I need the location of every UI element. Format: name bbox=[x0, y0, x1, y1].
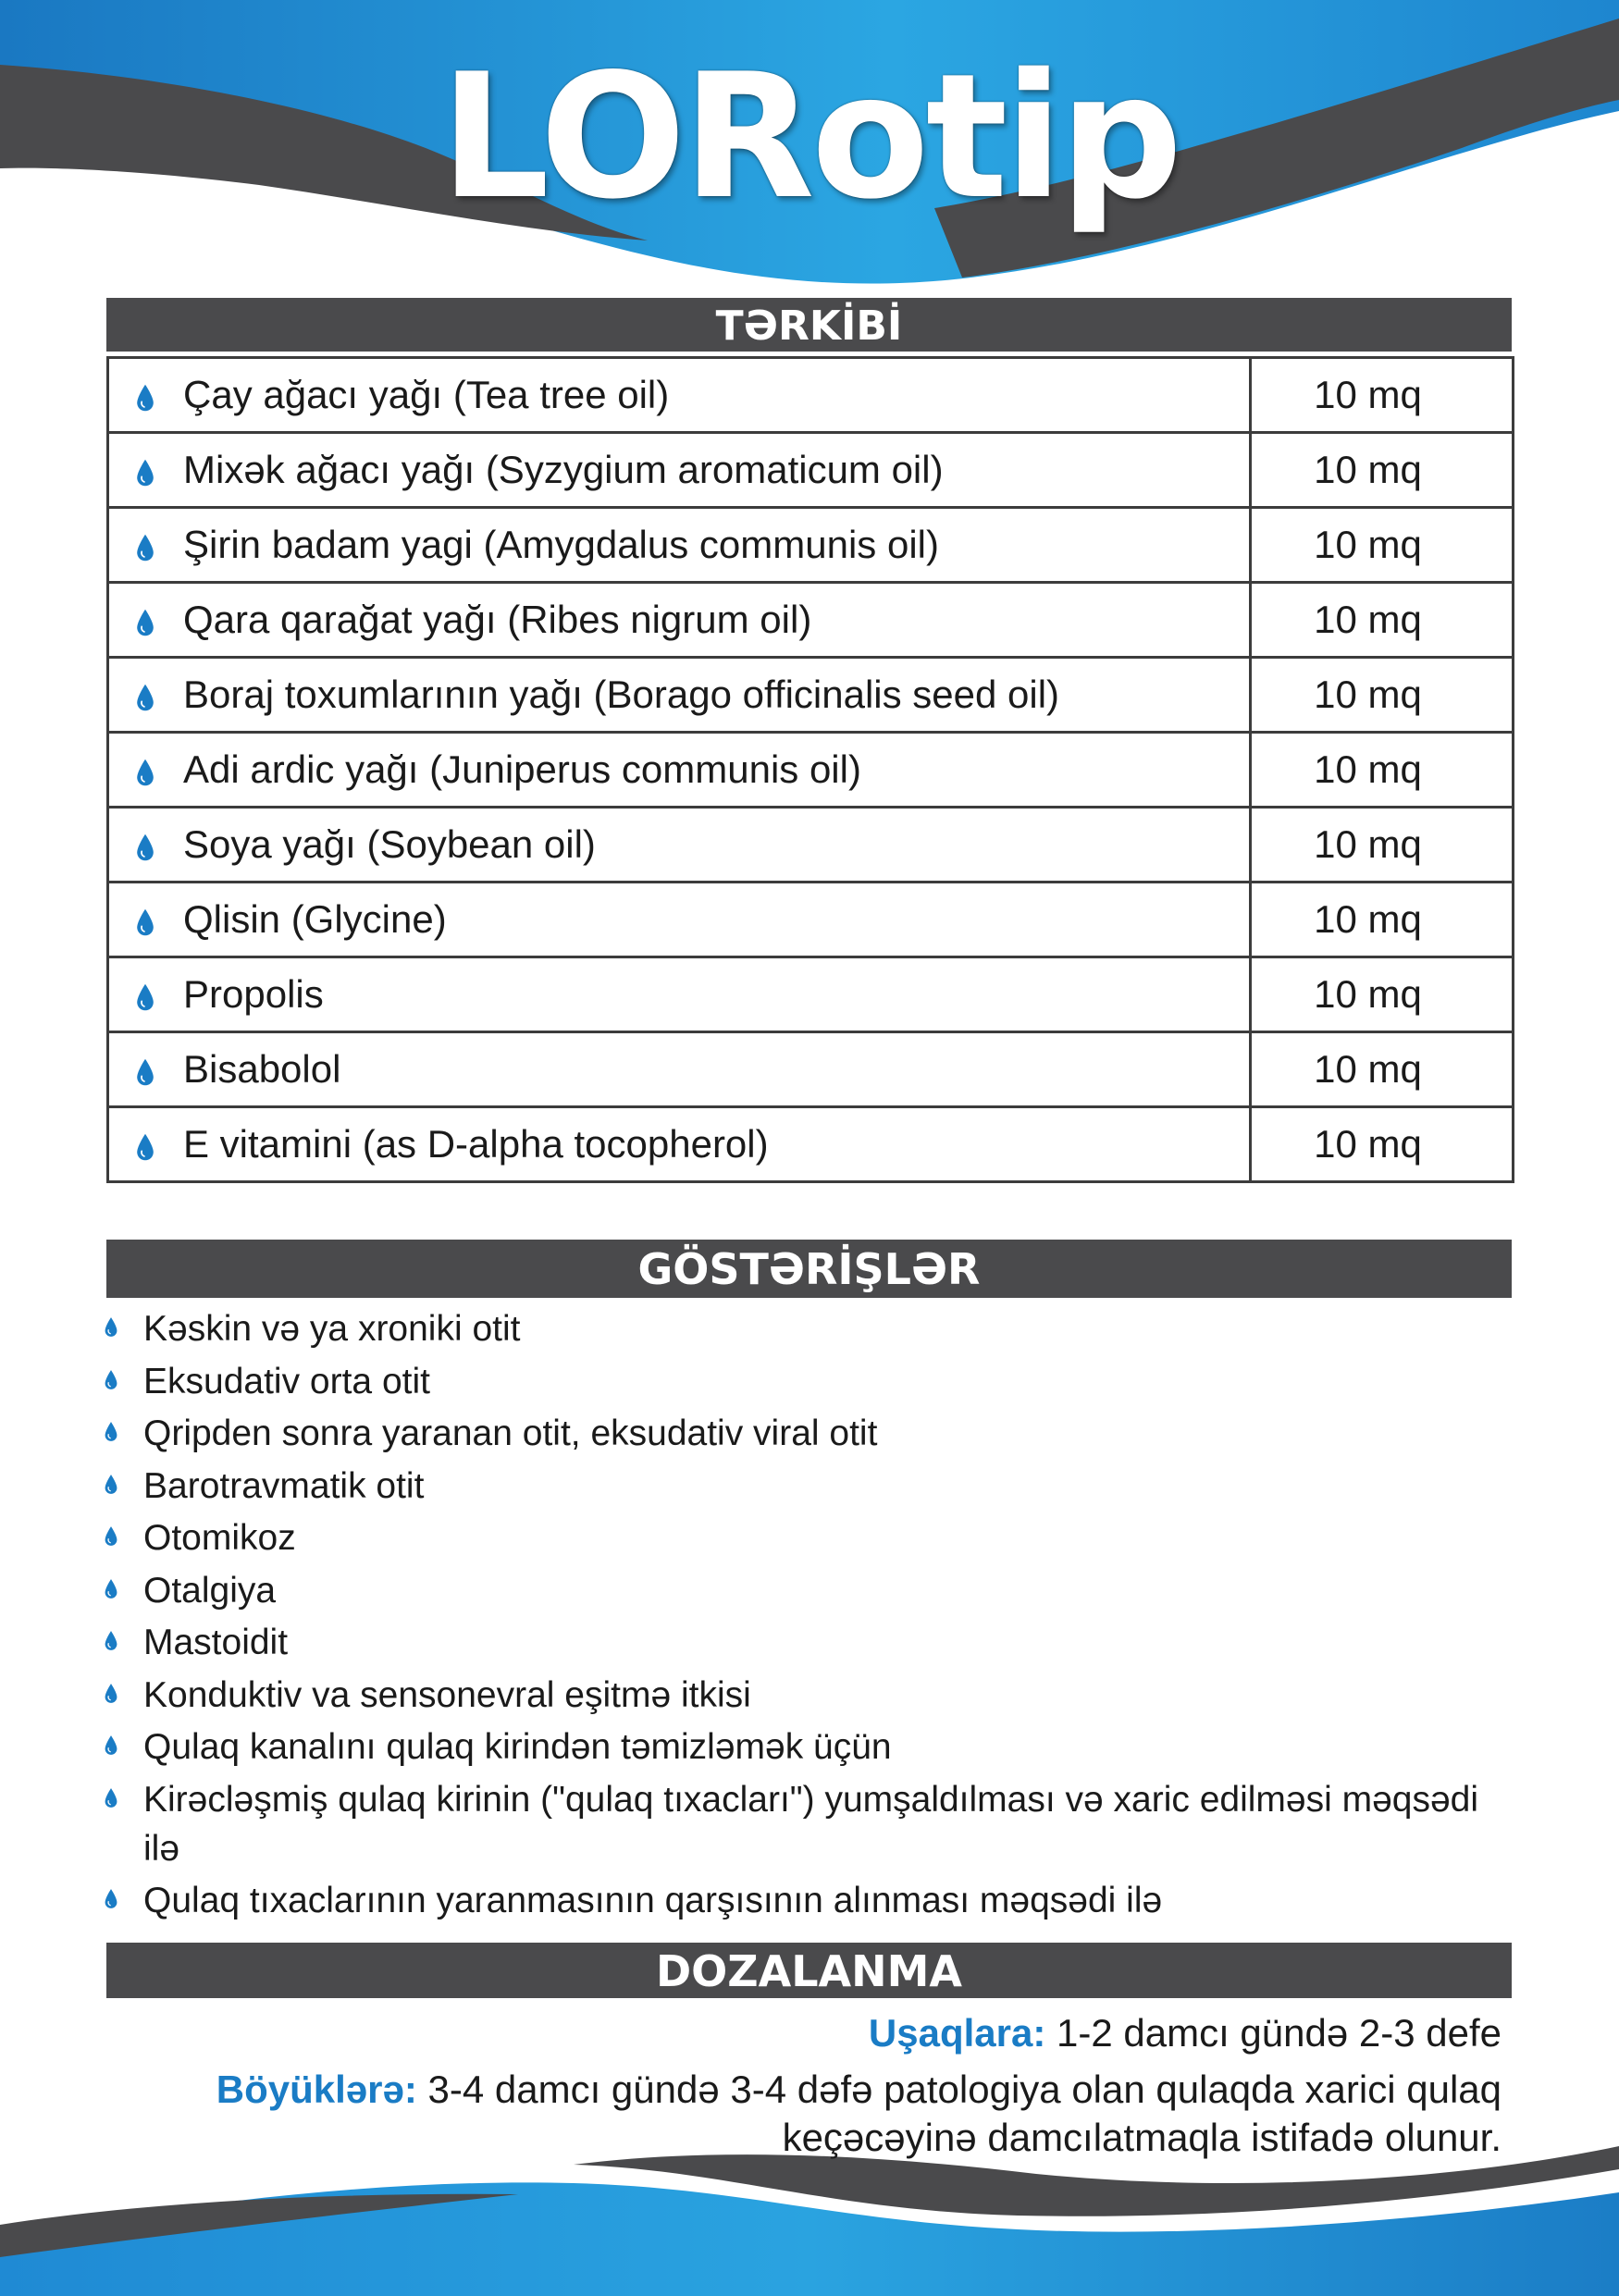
children-label: Uşaqlara: bbox=[868, 2011, 1046, 2055]
water-drop-icon bbox=[104, 1578, 118, 1599]
ingredient-dose: 10 mq bbox=[1251, 957, 1514, 1032]
water-drop-icon bbox=[104, 1474, 118, 1495]
indication-text: Otalgiya bbox=[143, 1570, 277, 1611]
water-drop-icon bbox=[104, 1683, 118, 1704]
indication-item bbox=[102, 1671, 1508, 1720]
water-drop-icon bbox=[104, 1630, 118, 1651]
ingredient-cell bbox=[108, 957, 1251, 1032]
water-drop-icon bbox=[135, 383, 155, 413]
composition-row bbox=[108, 1107, 1514, 1182]
indication-item bbox=[102, 1304, 1508, 1353]
composition-header: TƏRKİBİ bbox=[106, 298, 1512, 352]
ingredient-name: Mixək ağacı yağı (Syzygium aromaticum oil) bbox=[183, 448, 944, 491]
adults-text-line-2: keçəcəyinə damcılatmaqla istifadə olunur. bbox=[782, 2116, 1502, 2159]
children-text: 1-2 damcı gündə 2-3 defe bbox=[1045, 2011, 1502, 2055]
water-drop-icon bbox=[135, 833, 155, 862]
indication-item bbox=[102, 1357, 1508, 1406]
composition-row bbox=[108, 1032, 1514, 1107]
indication-item bbox=[102, 1618, 1508, 1667]
indication-item bbox=[102, 1566, 1508, 1615]
ingredient-cell bbox=[108, 433, 1251, 508]
ingredient-name: Soya yağı (Soybean oil) bbox=[183, 822, 596, 866]
composition-row bbox=[108, 808, 1514, 883]
indication-text: Otomikoz bbox=[143, 1518, 296, 1558]
water-drop-icon bbox=[135, 533, 155, 562]
water-drop-icon bbox=[104, 1734, 118, 1756]
ingredient-name: Adi ardic yağı (Juniperus communis oil) bbox=[183, 747, 861, 791]
ingredient-name: Boraj toxumlarının yağı (Borago officinalis seed oil) bbox=[183, 673, 1060, 716]
water-drop-icon bbox=[135, 982, 155, 1012]
composition-row bbox=[108, 957, 1514, 1032]
composition-row bbox=[108, 358, 1514, 433]
adults-text-line-1: 3-4 damcı gündə 3-4 dəfə patologiya olan qulaqda xarici qulaq bbox=[416, 2068, 1502, 2111]
indication-text: Qulaq tıxaclarının yaranmasının qarşısının alınması məqsədi ilə bbox=[143, 1881, 1163, 1920]
indication-item bbox=[102, 1876, 1508, 1925]
ingredient-name: E vitamini (as D-alpha tocopherol) bbox=[183, 1122, 769, 1166]
water-drop-icon bbox=[135, 683, 155, 712]
composition-row bbox=[108, 658, 1514, 733]
ingredient-dose: 10 mq bbox=[1251, 658, 1514, 733]
ingredient-cell bbox=[108, 658, 1251, 733]
water-drop-icon bbox=[104, 1888, 118, 1909]
indications-header: GÖSTƏRİŞLƏR bbox=[106, 1240, 1512, 1298]
ingredient-name: Qlisin (Glycine) bbox=[183, 897, 447, 941]
water-drop-icon bbox=[104, 1525, 118, 1547]
ingredient-name: Çay ağacı yağı (Tea tree oil) bbox=[183, 373, 670, 416]
ingredient-cell bbox=[108, 508, 1251, 583]
water-drop-icon bbox=[104, 1787, 118, 1808]
composition-row bbox=[108, 433, 1514, 508]
adults-label: Böyüklərə: bbox=[216, 2068, 417, 2111]
composition-row bbox=[108, 508, 1514, 583]
indication-text: Qripden sonra yaranan otit, eksudativ viral otit bbox=[143, 1413, 878, 1453]
indication-item bbox=[102, 1775, 1508, 1873]
dosage-header: DOZALANMA bbox=[106, 1943, 1512, 1998]
water-drop-icon bbox=[135, 758, 155, 787]
ingredient-name: Qara qarağat yağı (Ribes nigrum oil) bbox=[183, 598, 812, 641]
composition-table bbox=[106, 356, 1514, 1183]
ingredient-dose: 10 mq bbox=[1251, 433, 1514, 508]
indication-text: Kəskin və ya xroniki otit bbox=[143, 1309, 521, 1349]
ingredient-cell bbox=[108, 733, 1251, 808]
composition-row bbox=[108, 883, 1514, 957]
ingredient-name: Bisabolol bbox=[183, 1047, 341, 1091]
ingredient-cell bbox=[108, 883, 1251, 957]
ingredient-dose: 10 mq bbox=[1251, 1107, 1514, 1182]
ingredient-name: Şirin badam yagi (Amygdalus communis oil) bbox=[183, 523, 939, 566]
ingredient-dose: 10 mq bbox=[1251, 733, 1514, 808]
brand-logo: LORotip bbox=[439, 36, 1180, 237]
ingredient-dose: 10 mq bbox=[1251, 883, 1514, 957]
dosage-adults bbox=[106, 2066, 1502, 2162]
water-drop-icon bbox=[104, 1369, 118, 1390]
water-drop-icon bbox=[135, 1132, 155, 1162]
dosage-children bbox=[106, 2009, 1502, 2057]
indication-item bbox=[102, 1409, 1508, 1458]
indication-text: Qulaq kanalını qulaq kirindən təmizləmək üçün bbox=[143, 1727, 892, 1767]
ingredient-dose: 10 mq bbox=[1251, 808, 1514, 883]
composition-row bbox=[108, 583, 1514, 658]
water-drop-icon bbox=[104, 1316, 118, 1338]
ingredient-name: Propolis bbox=[183, 972, 324, 1016]
water-drop-icon bbox=[135, 907, 155, 937]
indication-text: Mastoidit bbox=[143, 1623, 289, 1662]
ingredient-cell bbox=[108, 808, 1251, 883]
ingredient-cell bbox=[108, 1107, 1251, 1182]
indication-text: Barotravmatik otit bbox=[143, 1465, 425, 1506]
ingredient-dose: 10 mq bbox=[1251, 358, 1514, 433]
water-drop-icon bbox=[104, 1421, 118, 1442]
indication-item bbox=[102, 1513, 1508, 1562]
composition-row bbox=[108, 733, 1514, 808]
ingredient-dose: 10 mq bbox=[1251, 583, 1514, 658]
ingredient-cell bbox=[108, 358, 1251, 433]
indication-item bbox=[102, 1722, 1508, 1771]
ingredient-cell bbox=[108, 1032, 1251, 1107]
water-drop-icon bbox=[135, 1057, 155, 1087]
ingredient-dose: 10 mq bbox=[1251, 1032, 1514, 1107]
water-drop-icon bbox=[135, 608, 155, 637]
indication-text: Konduktiv va sensonevral eşitmə itkisi bbox=[143, 1674, 751, 1715]
indication-text: Eksudativ orta otit bbox=[143, 1361, 430, 1401]
water-drop-icon bbox=[135, 458, 155, 488]
ingredient-cell bbox=[108, 583, 1251, 658]
indication-item bbox=[102, 1462, 1508, 1511]
indications-list bbox=[102, 1304, 1508, 1929]
indication-text: Kirəcləşmiş qulaq kirinin ("qulaq tıxacları") yumşaldılması və xaric edilməsi məqsədi ilə bbox=[143, 1779, 1479, 1869]
ingredient-dose: 10 mq bbox=[1251, 508, 1514, 583]
